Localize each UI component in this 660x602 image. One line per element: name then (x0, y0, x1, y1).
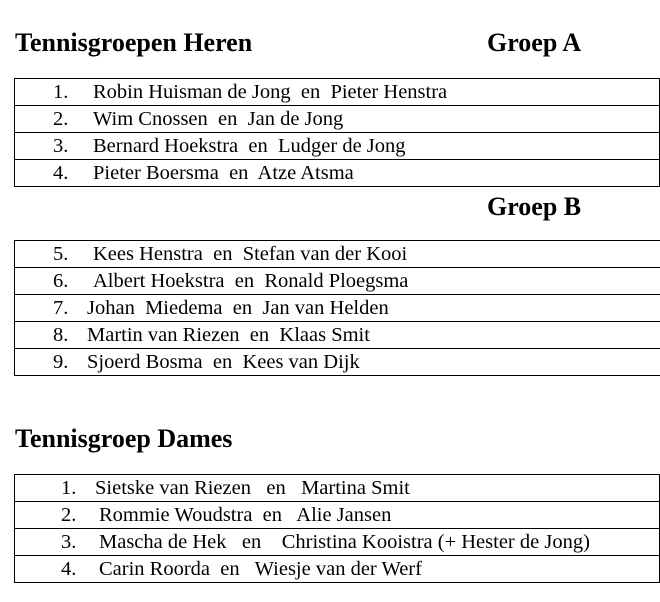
pair-names: Kees Henstra en Stefan van der Kooi (93, 243, 408, 265)
row-number: 5. (53, 243, 69, 265)
pair-names: Wim Cnossen en Jan de Jong (93, 108, 344, 130)
row-number: 8. (53, 324, 69, 346)
pair-names: Sietske van Riezen en Martina Smit (95, 477, 410, 499)
row-number: 4. (53, 162, 69, 184)
heren-title: Tennisgroepen Heren (15, 28, 253, 57)
pair-names: Johan Miedema en Jan van Helden (87, 297, 389, 319)
table-row (15, 502, 660, 529)
table-row (15, 529, 660, 556)
table-row (15, 349, 660, 376)
pair-names: Robin Huisman de Jong en Pieter Henstra (93, 81, 448, 103)
pair-names: Rommie Woudstra en Alie Jansen (99, 504, 392, 526)
groep-a-label: Groep A (487, 28, 582, 57)
table-row (15, 241, 660, 268)
pair-names: Sjoerd Bosma en Kees van Dijk (87, 351, 360, 373)
table-row (15, 556, 660, 583)
groep-b-label: Groep B (487, 192, 582, 221)
table-row (15, 322, 660, 349)
table-row (15, 268, 660, 295)
row-number: 6. (53, 270, 69, 292)
table-row (15, 106, 660, 133)
row-number: 1. (61, 477, 77, 499)
table-row (15, 133, 660, 160)
pair-names: Carin Roorda en Wiesje van der Werf (99, 558, 422, 580)
pair-names: Pieter Boersma en Atze Atsma (93, 162, 354, 184)
pair-names: Mascha de Hek en Christina Kooistra (+ Hester de Jong) (99, 531, 590, 553)
row-number: 2. (53, 108, 69, 130)
table-row (15, 295, 660, 322)
row-number: 7. (53, 297, 69, 319)
table-row (15, 160, 660, 187)
dames-title: Tennisgroep Dames (15, 424, 233, 453)
pair-names: Martin van Riezen en Klaas Smit (87, 324, 370, 346)
pair-names: Bernard Hoekstra en Ludger de Jong (93, 135, 406, 157)
row-number: 4. (61, 558, 77, 580)
row-number: 3. (53, 135, 69, 157)
groep-a-table (14, 78, 660, 187)
table-row (15, 79, 660, 106)
dames-table (14, 474, 660, 583)
groep-b-table (14, 240, 660, 376)
row-number: 2. (61, 504, 77, 526)
row-number: 9. (53, 351, 69, 373)
pair-names: Albert Hoekstra en Ronald Ploegsma (93, 270, 409, 292)
table-row (15, 475, 660, 502)
row-number: 1. (53, 81, 69, 103)
row-number: 3. (61, 531, 77, 553)
